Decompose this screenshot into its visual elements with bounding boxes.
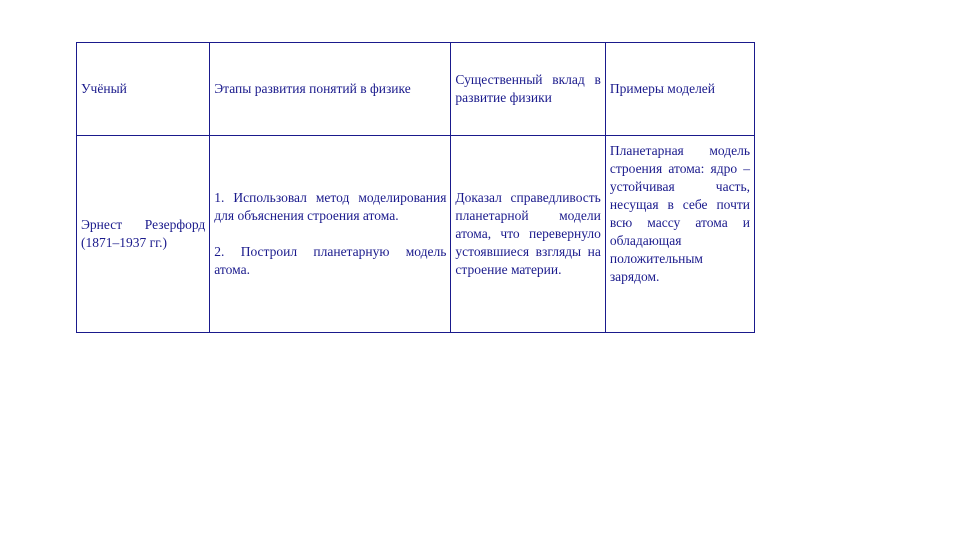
contribution-text: Доказал справедливость планетарной модели атома, что перевернуло устоявшиеся взгляды на строение материи.: [455, 190, 601, 277]
cell-scientist: [77, 136, 210, 333]
stage-item-2: 2. Построил планетарную модель атома.: [214, 244, 447, 277]
header-scientist-text: Учёный: [81, 81, 127, 96]
models-text: Планетарная модель строения атома: ядро – устойчивая часть, несущая в себе почти всю массу атома и обладающая положительным зарядом.: [609, 143, 750, 284]
header-cell-contribution: [451, 43, 605, 136]
header-cell-models: [605, 43, 754, 136]
cell-models: [605, 136, 754, 333]
table-header-row: [77, 43, 755, 136]
scientists-table: [76, 42, 755, 333]
stage-item-1: 1. Использовал метод моделирования для объяснения строения атома.: [214, 190, 447, 223]
header-cell-stages: [210, 43, 451, 136]
header-contribution-text: Существенный вклад в развитие физики: [455, 72, 601, 105]
cell-stages: [210, 136, 451, 333]
table-row: [77, 136, 755, 333]
header-stages-text: Этапы развития понятий в физике: [214, 81, 411, 96]
scientist-name: Эрнест Резерфорд (1871–1937 гг.): [81, 217, 206, 250]
header-cell-scientist: [77, 43, 210, 136]
cell-contribution: [451, 136, 605, 333]
header-models-text: Примеры моделей: [609, 81, 716, 96]
